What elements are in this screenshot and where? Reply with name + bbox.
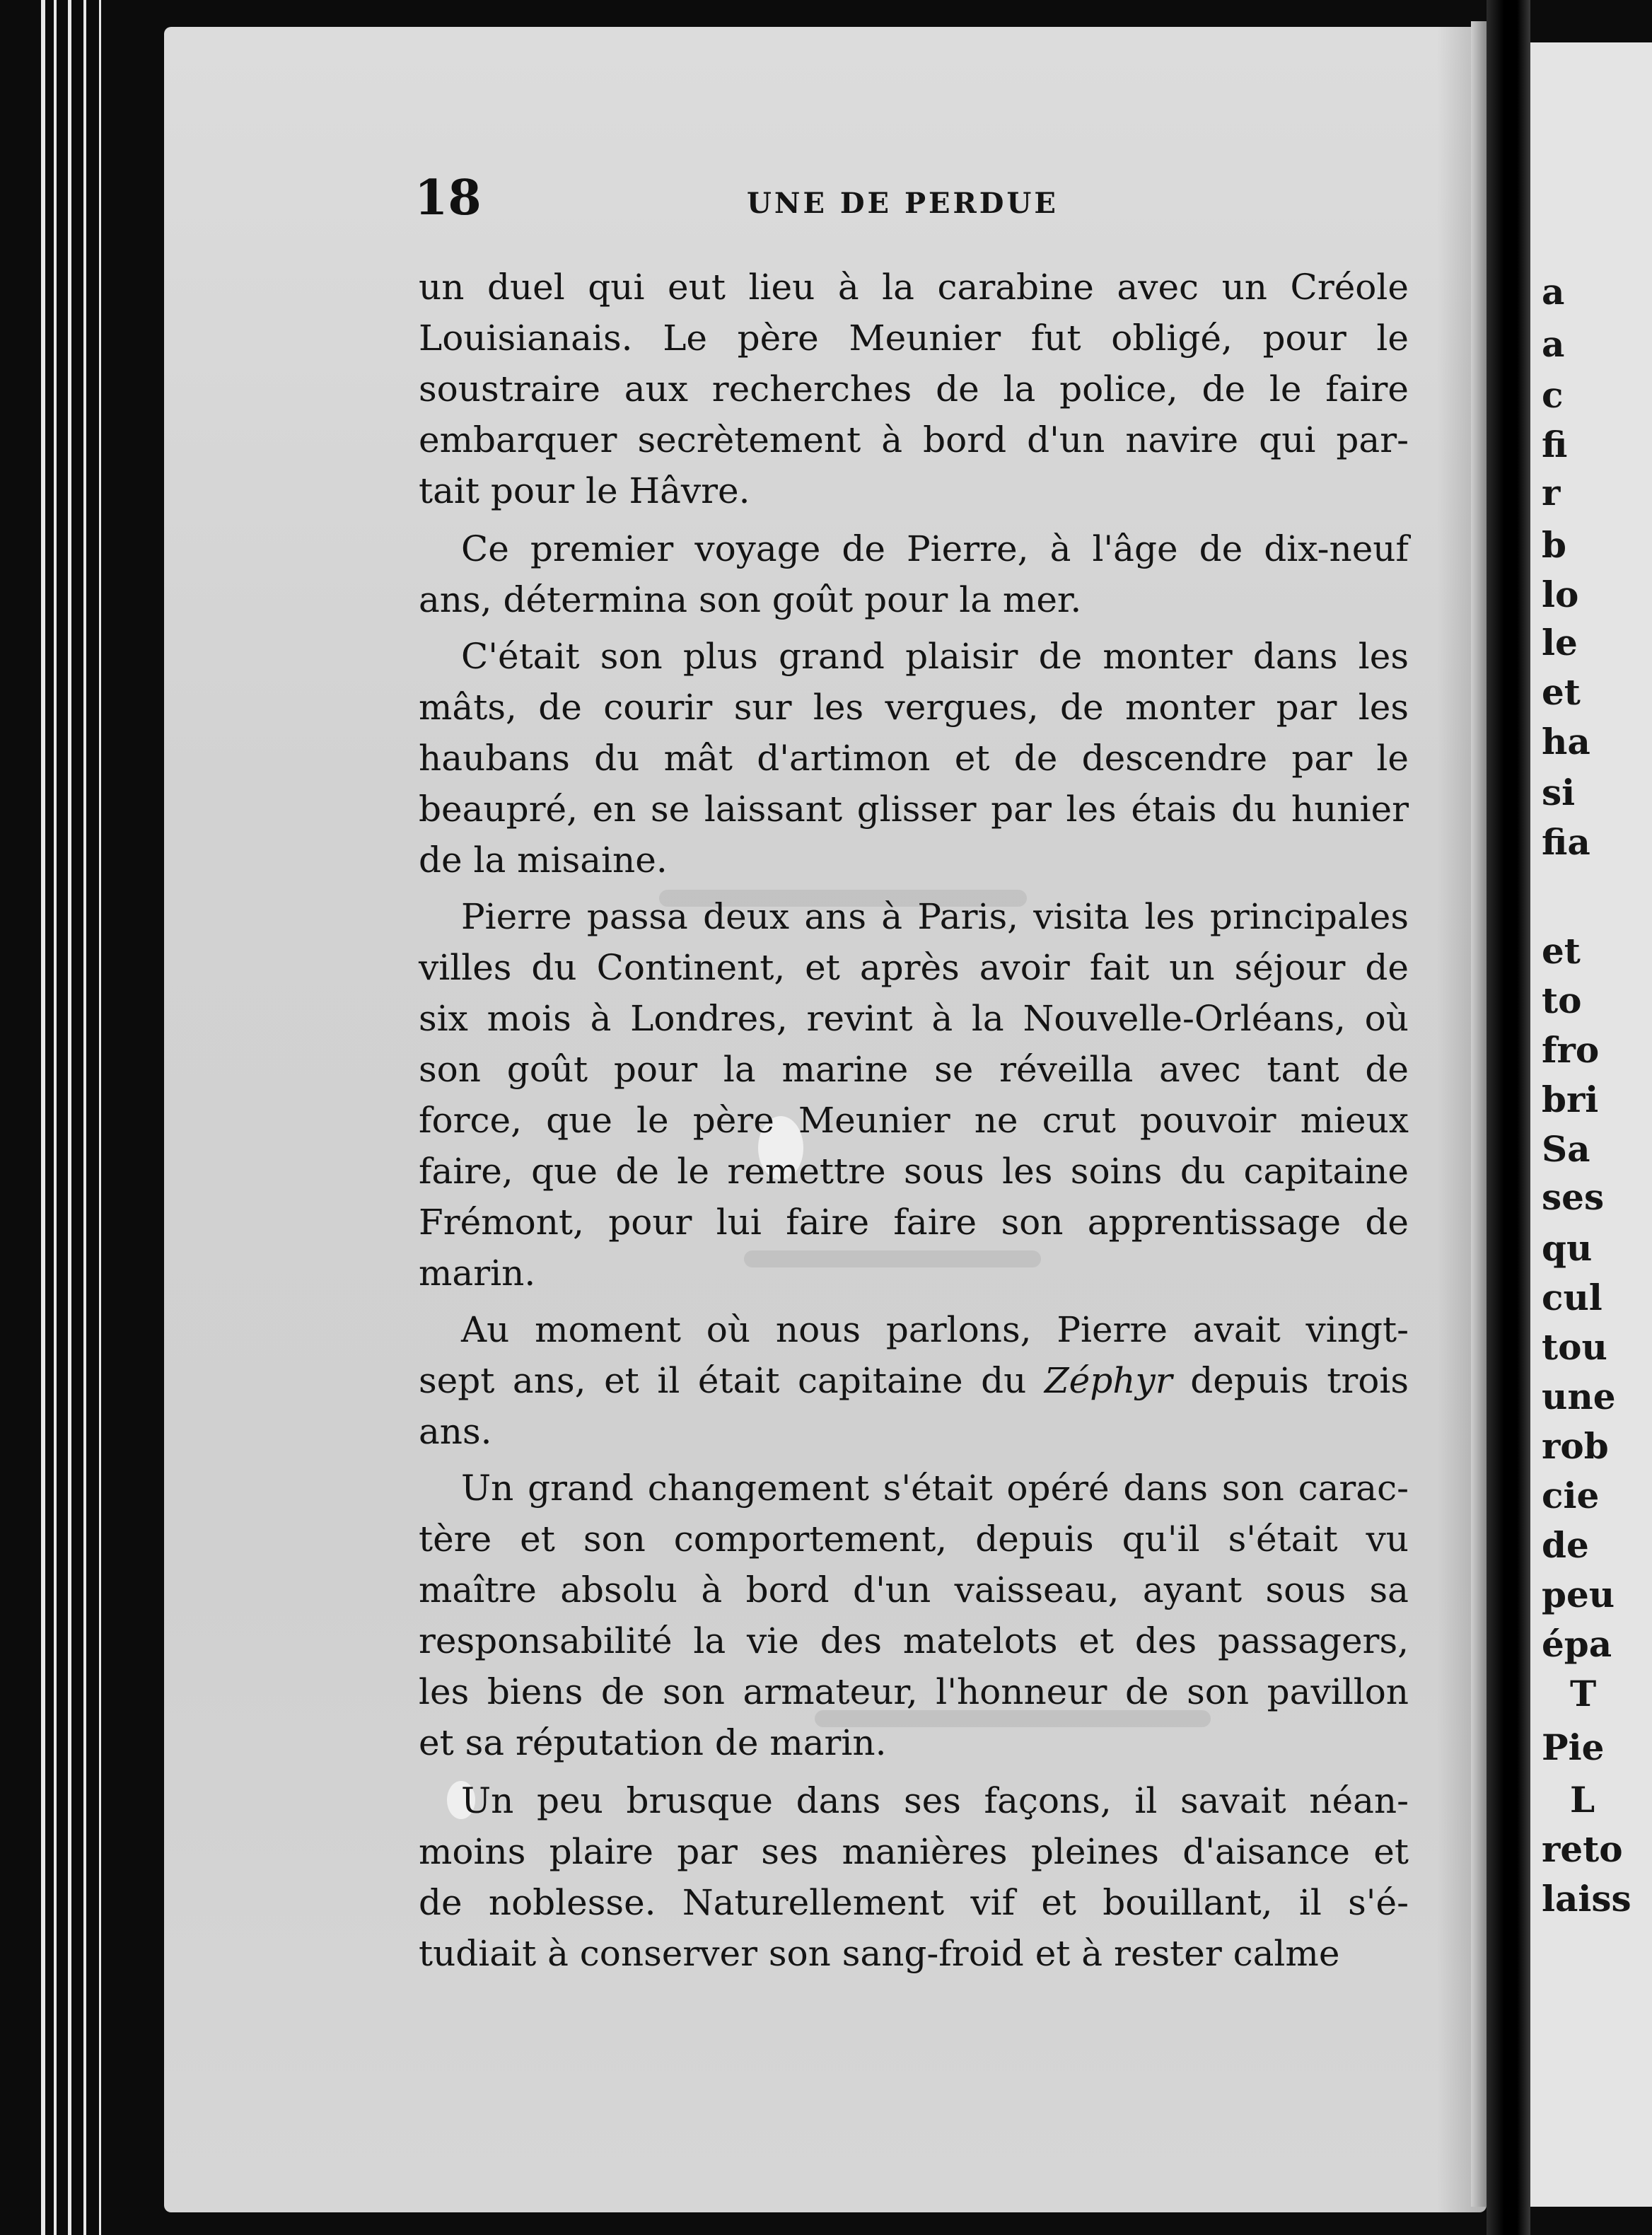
text-line: embarquer secrètement à bord d'un navire qui par- xyxy=(419,419,1409,460)
facing-page-fragment: cie xyxy=(1542,1475,1600,1516)
text-line: son goût pour la marine se réveilla avec tant de xyxy=(419,1049,1409,1090)
text-line: Frémont, pour lui faire faire son apprentissage de xyxy=(419,1202,1409,1243)
text-line: Louisianais. Le père Meunier fut obligé, pour le xyxy=(419,318,1409,359)
facing-page-fragment: ses xyxy=(1542,1176,1605,1218)
text-line: Un grand changement s'était opéré dans son carac- xyxy=(461,1468,1409,1509)
paragraph xyxy=(419,631,1409,886)
text-line: moins plaire par ses manières pleines d'aisance et xyxy=(419,1831,1409,1872)
text-line: C'était son plus grand plaisir de monter dans les xyxy=(461,636,1409,677)
facing-page-fragment: si xyxy=(1542,772,1576,813)
text-line: villes du Continent, et après avoir fait un séjour de xyxy=(419,947,1409,988)
facing-page-fragment: lo xyxy=(1542,574,1579,615)
book-spine xyxy=(1487,0,1530,2235)
facing-page-fragment: rob xyxy=(1542,1425,1609,1467)
facing-page-fragment: to xyxy=(1542,980,1582,1021)
facing-page-fragment: et xyxy=(1542,671,1581,713)
facing-page-fragment: une xyxy=(1542,1376,1616,1417)
text-line: tudiait à conserver son sang-froid et à rester calme xyxy=(419,1933,1340,1974)
text-line: responsabilité la vie des matelots et des passagers, xyxy=(419,1620,1409,1661)
page-gutter xyxy=(1471,21,1487,2207)
text-line: marin. xyxy=(419,1253,536,1294)
facing-page-fragment: Sa xyxy=(1542,1128,1590,1170)
facing-page-fragment: c xyxy=(1542,374,1564,416)
text-line: Un peu brusque dans ses façons, il savait néan- xyxy=(461,1780,1409,1821)
text-line: tait pour le Hâvre. xyxy=(419,470,750,511)
text-line: mâts, de courir sur les vergues, de monter par les xyxy=(419,687,1409,728)
facing-page-fragment: de xyxy=(1542,1524,1589,1566)
margin-rule xyxy=(68,0,71,2235)
margin-rule xyxy=(99,0,101,2235)
paragraph xyxy=(419,262,1409,516)
facing-page-fragment: fi xyxy=(1542,424,1568,465)
text-line: soustraire aux recherches de la police, de le faire xyxy=(419,368,1409,410)
margin-rule xyxy=(54,0,57,2235)
text-line: de noblesse. Naturellement vif et bouillant, il s'é- xyxy=(419,1882,1409,1923)
facing-page-fragment: peu xyxy=(1542,1574,1615,1615)
text-line: Ce premier voyage de Pierre, à l'âge de dix-neuf xyxy=(461,528,1409,569)
facing-page-fragment: r xyxy=(1542,472,1561,513)
text-line: un duel qui eut lieu à la carabine avec un Créole xyxy=(419,267,1409,308)
text-line: maître absolu à bord d'un vaisseau, ayant sous sa xyxy=(419,1569,1409,1610)
paragraph xyxy=(419,523,1409,625)
facing-page-fragment: cul xyxy=(1542,1277,1602,1318)
text-line: beaupré, en se laissant glisser par les étais du hunier xyxy=(419,789,1409,830)
facing-page-fragment: b xyxy=(1542,524,1566,566)
text-line: tère et son comportement, depuis qu'il s'était vu xyxy=(419,1519,1409,1560)
running-head: UNE DE PERDUE xyxy=(747,187,1059,220)
facing-page-fragment: fia xyxy=(1542,821,1590,863)
facing-page-fragment: a xyxy=(1542,271,1565,313)
text-line: les biens de son armateur, l'honneur de son pavillon xyxy=(419,1671,1409,1712)
facing-page-fragment: T xyxy=(1570,1673,1597,1714)
facing-page-fragment: laiss xyxy=(1542,1878,1631,1920)
text-line: faire, que de le remettre sous les soins du capitaine xyxy=(419,1151,1409,1192)
facing-page-fragment: L xyxy=(1570,1779,1595,1821)
facing-page-fragment: épa xyxy=(1542,1623,1612,1665)
text-line: Au moment où nous parlons, Pierre avait vingt- xyxy=(461,1309,1409,1350)
margin-rule xyxy=(83,0,86,2235)
text-line: de la misaine. xyxy=(419,840,668,881)
facing-page-fragment: bri xyxy=(1542,1079,1599,1120)
facing-page-fragment: qu xyxy=(1542,1227,1593,1269)
paragraph xyxy=(419,1775,1409,1979)
text-line: sept ans, et il était capitaine du Zéphyr depuis trois xyxy=(419,1360,1409,1401)
text-line: ans, détermina son goût pour la mer. xyxy=(419,579,1082,620)
facing-page-fragment: a xyxy=(1542,323,1565,365)
margin-rule xyxy=(41,0,45,2235)
facing-page-fragment: fro xyxy=(1542,1029,1600,1071)
facing-page-fragment: tou xyxy=(1542,1326,1607,1368)
body-text xyxy=(419,262,1409,1979)
facing-page-fragment: et xyxy=(1542,930,1581,972)
text-line: force, que le père Meunier ne crut pouvoir mieux xyxy=(419,1100,1409,1141)
text-line: et sa réputation de marin. xyxy=(419,1722,887,1763)
paragraph xyxy=(419,1463,1409,1768)
paragraph xyxy=(419,1304,1409,1457)
facing-page-fragment: le xyxy=(1542,622,1578,663)
paragraph xyxy=(419,891,1409,1299)
page-number: 18 xyxy=(414,170,482,226)
text-line: Pierre passa deux ans à Paris, visita les principales xyxy=(461,896,1409,937)
text-line: ans. xyxy=(419,1411,492,1452)
facing-page-fragment: reto xyxy=(1542,1828,1623,1870)
facing-page-fragment: Pie xyxy=(1542,1726,1605,1768)
facing-page-fragment: ha xyxy=(1542,721,1590,762)
text-line: six mois à Londres, revint à la Nouvelle-Orléans, où xyxy=(419,998,1409,1039)
text-line: haubans du mât d'artimon et de descendre par le xyxy=(419,738,1409,779)
